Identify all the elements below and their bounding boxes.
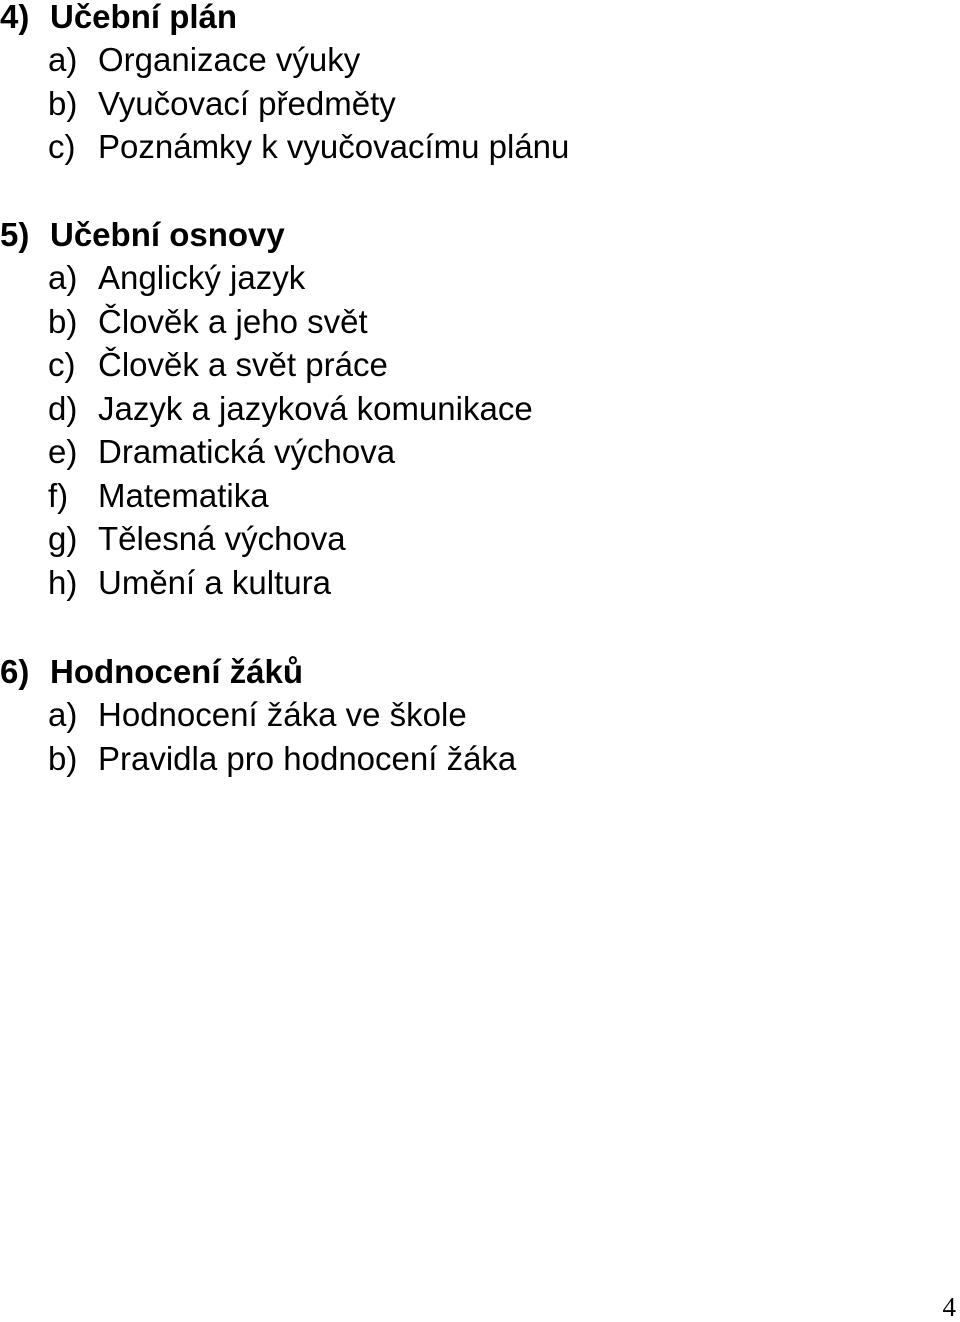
section-title: Učební plán xyxy=(50,0,238,35)
item-letter: b) xyxy=(48,302,78,340)
item-text: Matematika xyxy=(98,476,269,514)
item-text: Člověk a svět práce xyxy=(98,346,388,383)
section-number: 4) xyxy=(0,0,30,35)
item-text: Poznámky k vyučovacímu plánu xyxy=(98,128,570,165)
list-item xyxy=(0,430,533,474)
item-letter: a) xyxy=(48,259,78,296)
section-number: 5) xyxy=(0,216,30,253)
list-item xyxy=(0,561,533,605)
list-item xyxy=(0,517,533,561)
item-text: Umění a kultura xyxy=(98,563,331,601)
section-heading xyxy=(0,0,569,38)
list-item xyxy=(0,693,516,737)
item-text: Hodnocení žáka ve škole xyxy=(98,696,467,733)
list-item xyxy=(0,82,569,126)
item-text: Tělesná výchova xyxy=(98,520,346,557)
list-item xyxy=(0,125,569,169)
section-ucebni-osnovy xyxy=(0,214,533,604)
list-item xyxy=(0,387,533,431)
item-text: Pravidla pro hodnocení žáka xyxy=(98,739,517,777)
item-letter: d) xyxy=(48,389,78,427)
item-text: Vyučovací předměty xyxy=(98,84,396,122)
item-letter: c) xyxy=(48,346,76,383)
list-item xyxy=(0,474,533,518)
item-text: Jazyk a jazyková komunikace xyxy=(98,389,533,427)
section-number: 6) xyxy=(0,653,30,690)
item-letter: c) xyxy=(48,128,76,165)
item-letter: g) xyxy=(48,520,78,557)
item-text: Dramatická výchova xyxy=(98,433,396,470)
item-letter: b) xyxy=(48,84,78,122)
item-letter: h) xyxy=(48,563,78,601)
item-letter: a) xyxy=(48,41,78,78)
item-text: Organizace výuky xyxy=(98,41,361,78)
item-text: Člověk a jeho svět xyxy=(98,302,368,340)
list-item xyxy=(0,343,533,387)
section-title: Hodnocení žáků xyxy=(50,653,304,690)
item-letter: f) xyxy=(48,476,69,514)
section-heading xyxy=(0,214,533,256)
list-item xyxy=(0,256,533,300)
page-number: 4 xyxy=(942,1292,956,1322)
item-text: Anglický jazyk xyxy=(98,259,306,296)
list-item xyxy=(0,737,516,781)
list-item xyxy=(0,300,533,344)
item-letter: a) xyxy=(48,696,78,733)
item-letter: b) xyxy=(48,739,78,777)
section-title: Učební osnovy xyxy=(50,216,285,253)
list-item xyxy=(0,38,569,82)
section-hodnoceni-zaku xyxy=(0,651,516,780)
section-ucebni-plan xyxy=(0,0,569,169)
item-letter: e) xyxy=(48,433,78,470)
section-heading xyxy=(0,651,516,693)
